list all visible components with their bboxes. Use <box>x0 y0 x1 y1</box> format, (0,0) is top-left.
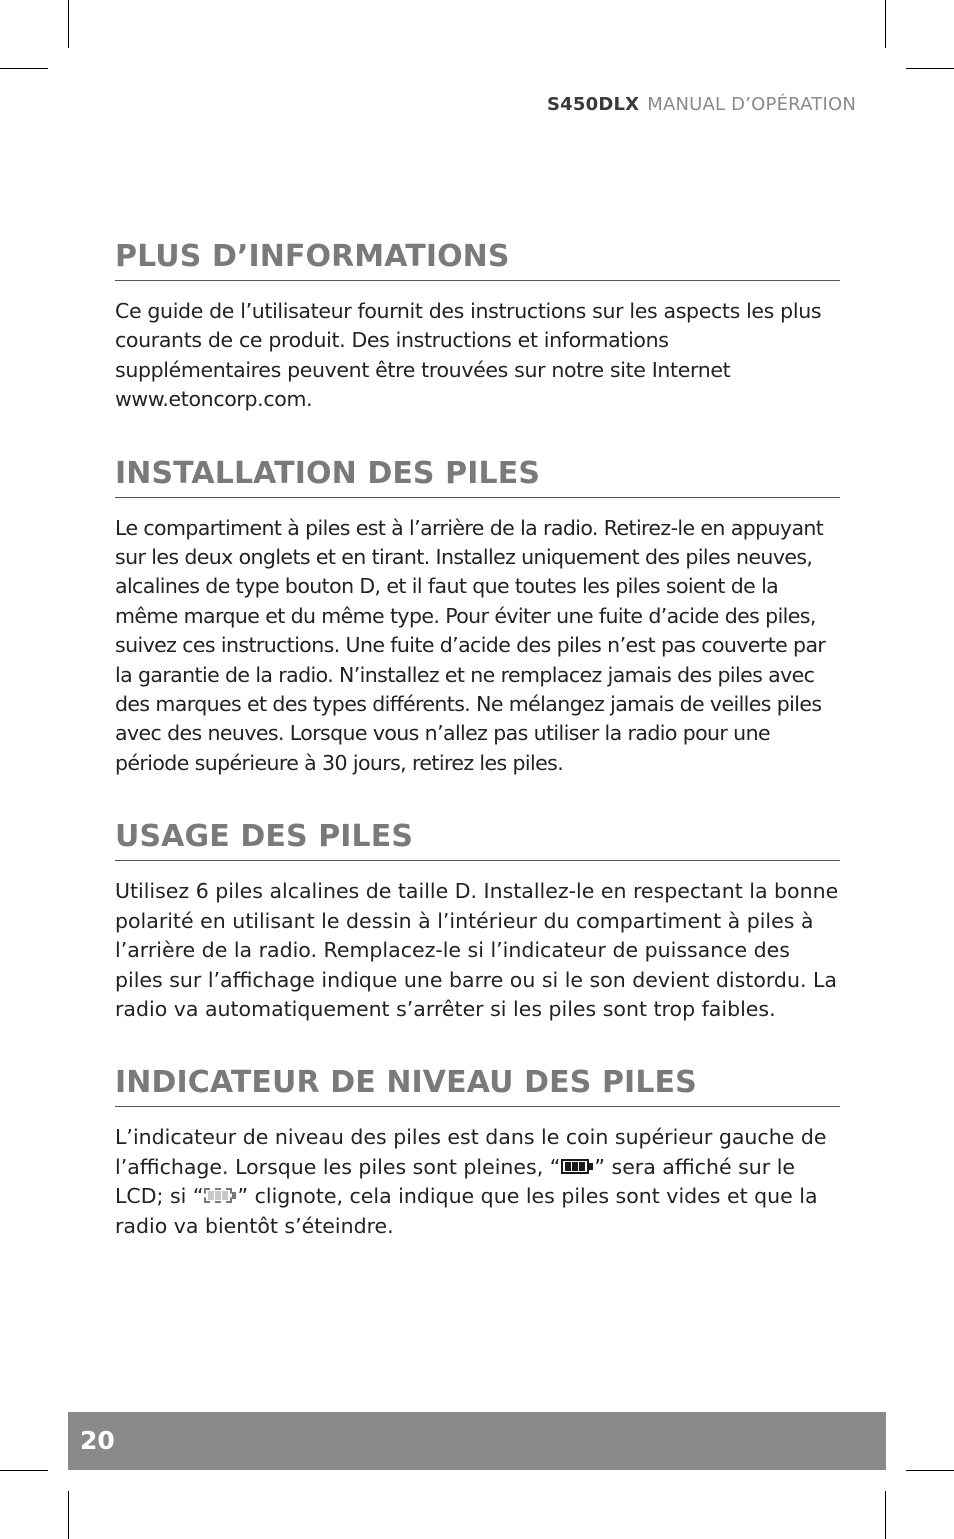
model-name: S450DLX <box>547 94 640 115</box>
crop-mark <box>885 1491 886 1539</box>
section-battery-indicator <box>115 1062 840 1241</box>
section-heading: PLUS D’INFORMATIONS <box>115 236 840 281</box>
main-content <box>115 236 840 1279</box>
document-title: MANUAL D’OPÉRATION <box>647 94 856 115</box>
running-header <box>547 94 856 115</box>
crop-mark <box>0 1470 48 1471</box>
section-body <box>115 1123 840 1241</box>
crop-mark <box>885 0 886 48</box>
section-body: Le compartiment à piles est à l’arrière de la radio. Retirez-le en appuyant sur les deux onglets et en tirant. Installez uniquement des piles neuves, alcalines de type bouton D, et il faut que toutes les piles soient de la même marque et du même type. Pour éviter une fuite d’acide des piles, suivez ces instructions. Une fuite d’acide des piles n’est pas couverte par la garantie de la radio. N’installez et ne remplacez jamais des piles avec des marques et des types différents. Ne mélangez jamais de veilles piles avec des neuves. Lorsque vous n’allez pas utiliser la radio pour une période supérieure à 30 jours, retirez les piles. <box>115 515 826 775</box>
section-more-info <box>115 236 840 415</box>
body-text: ” sera affiché sur le LCD; si “ <box>115 1154 796 1209</box>
crop-mark <box>68 1491 69 1539</box>
page-number: 20 <box>80 1426 115 1455</box>
battery-empty-icon <box>204 1187 236 1205</box>
body-text: L’indicateur de niveau des piles est dans le coin supérieur gauche de l’affichage. Lorsque les piles sont pleines, “ <box>115 1125 827 1179</box>
section-body: Utilisez 6 piles alcalines de taille D. Installez-le en respectant la bonne polarité en utilisant le dessin à l’intérieur du compartiment à piles à l’arrière de la radio. Remplacez-le si l’indicateur de puissance des piles sur l’affichage indique une barre ou si le son devient distordu. La radio va automatiquement s’arrêter si les piles sont trop faibles. <box>115 879 839 1021</box>
section-heading: INDICATEUR DE NIVEAU DES PILES <box>115 1062 840 1107</box>
crop-mark <box>906 1470 954 1471</box>
section-battery-usage <box>115 816 840 1024</box>
crop-mark <box>68 0 69 48</box>
section-battery-installation <box>115 453 840 779</box>
section-heading: USAGE DES PILES <box>115 816 840 861</box>
section-body: Ce guide de l’utilisateur fournit des instructions sur les aspects les plus courants de ce produit. Des instructions et informations supplémentaires peuvent être trouvées sur notre site Internet www.etoncorp.com. <box>115 299 822 412</box>
crop-mark <box>906 68 954 69</box>
section-heading: INSTALLATION DES PILES <box>115 453 840 498</box>
battery-full-icon <box>561 1158 593 1176</box>
crop-mark <box>0 68 48 69</box>
page-footer-bar <box>68 1412 886 1470</box>
body-text: ” clignote, cela indique que les piles sont vides et que la radio va bientôt s’éteindre. <box>115 1184 818 1238</box>
